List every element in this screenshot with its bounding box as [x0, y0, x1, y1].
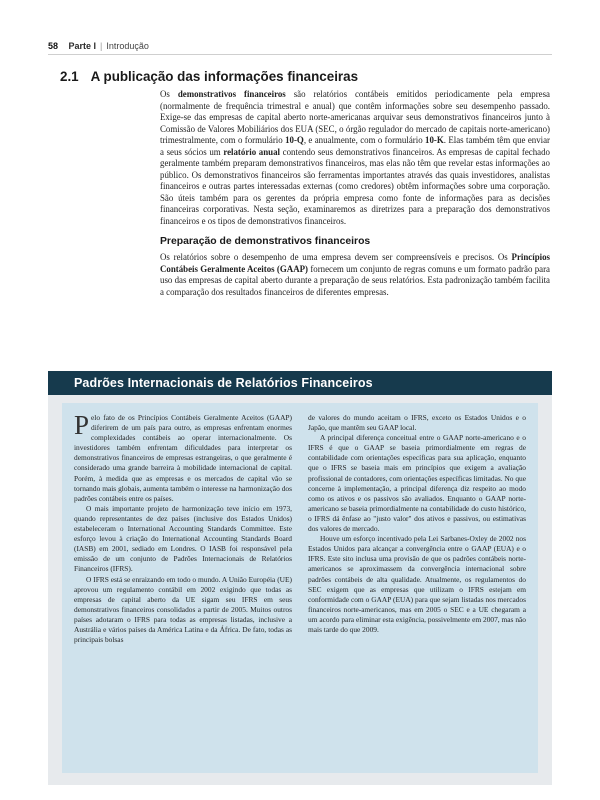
- part-label: Parte I: [68, 41, 97, 51]
- intro-text-1: Os: [160, 89, 178, 99]
- subsection-paragraph: [160, 252, 550, 298]
- intro-text-2: são relatórios contábeis emitidos periodicamente pela empresa (normalmente de frequência trimestral e anual) que contêm informações sobre seu desempenho passado. Exige-se das empresas de capital aberto norte-americanas arquivar seus demonstrativos financeiros junto à Comissão de Valores Mobiliários dos EUA (SEC, o órgão regulador do mercado de capitais norte-americano) trimestralmente, com o formulário: [160, 89, 550, 145]
- subsection-title: Preparação de demonstrativos financeiros: [160, 236, 371, 247]
- box-right-paragraph-0: de valores do mundo aceitam o IFRS, exceto os Estados Unidos e o Japão, que mantêm seu GAAP local.: [308, 413, 526, 433]
- box-column-right: [308, 413, 526, 763]
- page-number: 58: [48, 41, 59, 51]
- term-demonstrativos-financeiros: demonstrativos financeiros: [177, 89, 286, 99]
- box-left-text-1: elo fato de os Princípios Contábeis Geralmente Aceitos (GAAP) diferirem de um país para outro, as empresas enfrentam enormes complexidades contábeis ao operar internacionalmente. Os investidores também enfrentam dificuldades para interpretar os demonstrativos financeiros de empresas estrangeiras, o que geralmente é considerado uma grande barreira à mobilidade internacional de capital. Porém, à medida que as empresas e os mercados de capital vão se tornando mais globais, aumenta também o interesse na harmonização dos padrões contábeis entre os países.: [74, 413, 292, 503]
- term-relatorio-anual: relatório anual: [223, 146, 281, 157]
- section-heading: A publicação das informações financeiras: [90, 69, 359, 84]
- term-gaap: Princípios Contábeis Geralmente Aceitos (GAAP): [160, 252, 550, 274]
- box-right-paragraph-1: A principal diferença conceitual entre o GAAP norte-americano e o IFRS é que o GAAP se baseia primordialmente em regras de contabilidade com orientações específicas para sua aplicação, enquanto que o IFRS se baseia mais em princípios que exigem a avaliação profissional de contadores, com orientações específicas limitadas. No que concerne à implementação, a principal diferença diz respeito ao modo como os ativos e os passivos são avaliados. Enquanto o GAAP norte-americano se baseia primordialmente na contabilidade do custo histórico, o IFRS dá ênfase ao "justo valor" dos ativos e passivos, ou estimativas dos valores de mercado.: [308, 433, 526, 534]
- box-left-paragraph-3: O IFRS está se enraizando em todo o mundo. A União Européia (UE) aprovou um regulamento contábil em 2002 exigindo que todas as empresas de capital aberto da UE sigam seu IFRS em seus demonstrativos financeiros consolidados a partir de 2005. Muitos outros países adotaram o IFRS para todas as empresas listadas, inclusive a Austrália e vários países da América Latina e da África. De fato, todas as principais bolsas: [74, 574, 292, 645]
- section-title: [60, 69, 550, 84]
- ifrs-sidebar-box: [48, 371, 552, 785]
- header-separator: |: [100, 41, 103, 51]
- part-name: Introdução: [106, 41, 149, 51]
- sub-text-1: Os relatórios sobre o desempenho de uma empresa devem ser compreensíveis e precisos. Os: [160, 252, 512, 262]
- box-content: [62, 403, 538, 773]
- section-number: 2.1: [60, 69, 79, 84]
- box-right-paragraph-2: Houve um esforço incentivado pela Lei Sarbanes-Oxley de 2002 nos Estados Unidos para alcançar a convergência entre o GAAP (EUA) e o IFRS. Este sito inclusa uma provisão de que os padrões contábeis norte-americanos se aproximassem da convergência internacional sobre padrões contábeis de alta qualidade. Atualmente, os regulamentos do SEC exigem que as empresas que utilizam o IFRS estejam em conformidade com o GAAP (EUA) para que sejam listadas nos mercados financeiros norte-americanos, mas em 2005 o SEC e a UE chegaram a um acordo para eliminar esta exigência, possivelmente em 2007, mas não mais tarde do que 2009.: [308, 534, 526, 634]
- running-header: [48, 39, 552, 53]
- intro-text-4: . Elas também têm que enviar a seus sócios um: [160, 135, 550, 157]
- box-column-left: [74, 410, 292, 763]
- box-title: Padrões Internacionais de Relatórios Financeiros: [48, 371, 552, 395]
- term-10q: 10-Q: [285, 135, 304, 145]
- section-2-1: [60, 69, 550, 298]
- term-10k: 10-K: [425, 135, 444, 145]
- header-rule: [48, 54, 552, 55]
- intro-paragraph: [160, 89, 550, 227]
- box-left-paragraph-2: O mais importante projeto de harmonização teve início em 1973, quando representantes de dez países (inclusive dos Estados Unidos) estabeleceram o International Accounting Standards Committee. Este esforço levou à criação do International Accounting Standards Board (IASB) em 2001, sediado em Londres. O IASB foi responsável pela emissão de um conjunto de Padrões Internacionais de Relatórios Financeiros (IFRS).: [74, 503, 292, 574]
- intro-text-3: , e anualmente, com o formulário: [303, 135, 426, 145]
- drop-cap: P: [74, 410, 90, 440]
- box-left-paragraph-1: [74, 410, 292, 504]
- intro-text-5: contendo seus demonstrativos financeiros. As empresas de capital fechado geralmente também preparam demonstrativos financeiros, mas elas não têm que revelar estas informações ao público. Os demonstrativos financeiros são ferramentas importantes através das quais investidores, analistas financeiros e outras partes interessadas externas (como credores) obtêm informações sobre uma corporação. São úteis também para os gerentes da própria empresa como fonte de informações para as decisões financeiras corporativas. Nesta seção, examinaremos as diretrizes para a preparação dos demonstrativos financeiros e os tipos de demonstrativos financeiros.: [160, 146, 550, 226]
- subsection-preparacao: [160, 236, 550, 298]
- sub-text-2: fornecem um conjunto de regras comuns e um formato padrão para uso das empresas de capital aberto durante a preparação de seus relatórios. Esta padronização também facilita a comparação dos resultados financeiros de diferentes empresas.: [160, 263, 550, 297]
